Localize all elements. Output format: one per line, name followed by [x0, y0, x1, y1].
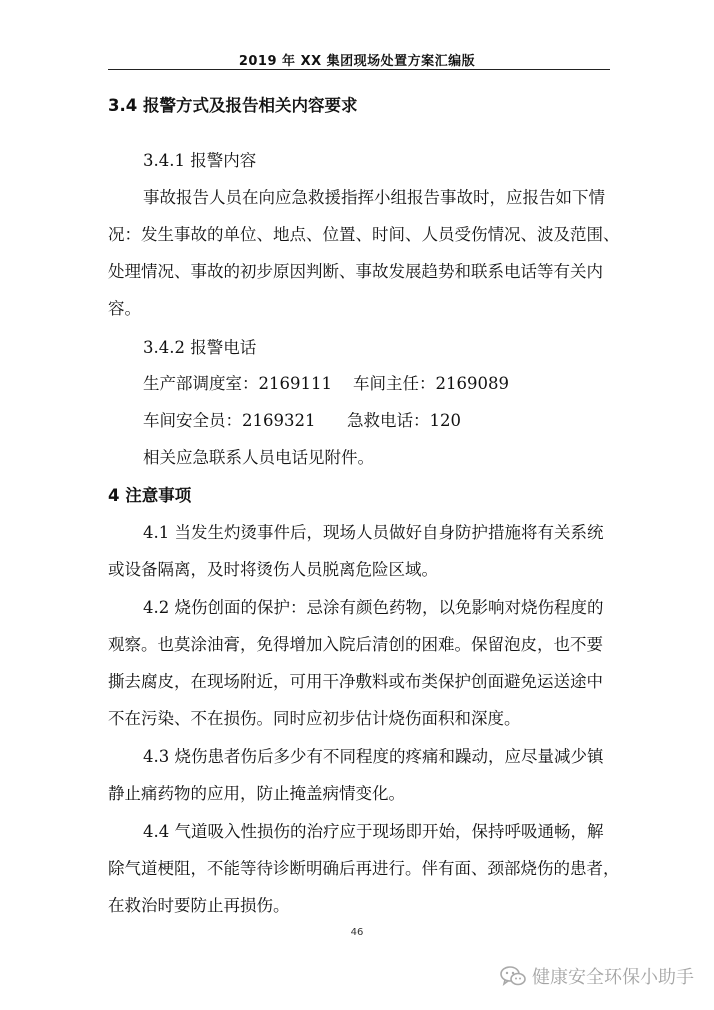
phone-line: 生产部调度室：2169111 车间主任：2169089	[143, 374, 509, 393]
contact-note: 相关应急联系人员电话见附件。	[143, 448, 374, 467]
subsection-title-3-4-2: 3.4.2 报警电话	[143, 338, 257, 357]
page-number: 46	[350, 927, 364, 938]
phone-line: 车间安全员：2169321 急救电话：120	[143, 411, 461, 430]
item-line: 或设备隔离，及时将烫伤人员脱离危险区域。	[108, 560, 438, 579]
watermark-text: 健康安全环保小助手	[532, 967, 694, 988]
paragraph-line: 容。	[108, 299, 141, 318]
subsection-title-3-4-1: 3.4.1 报警内容	[143, 151, 257, 170]
item-line: 撕去腐皮，在现场附近，可用干净敷料或布类保护创面避免运送途中	[108, 672, 603, 691]
item-line: 除气道梗阻，不能等待诊断明确后再进行。伴有面、颈部烧伤的患者，	[108, 859, 620, 878]
paragraph-line: 况：发生事故的单位、地点、位置、时间、人员受伤情况、波及范围、	[108, 225, 620, 244]
item-line: 4.2 烧伤创面的保护：忌涂有颜色药物，以免影响对烧伤程度的	[143, 598, 604, 617]
item-line: 观察。也莫涂油膏，免得增加入院后清创的困难。保留泡皮，也不要	[108, 635, 603, 654]
item-line: 不在污染、不在损伤。同时应初步估计烧伤面积和深度。	[108, 709, 521, 728]
paragraph-line: 事故报告人员在向应急救援指挥小组报告事故时，应报告如下情	[143, 188, 605, 207]
page-header: 2019 年 XX 集团现场处置方案汇编版	[238, 54, 476, 69]
watermark	[500, 963, 694, 989]
item-line: 4.4 气道吸入性损伤的治疗应于现场即开始，保持呼吸通畅，解	[143, 822, 604, 841]
item-line: 静止痛药物的应用，防止掩盖病情变化。	[108, 784, 405, 803]
wechat-icon	[500, 965, 526, 987]
item-line: 4.3 烧伤患者伤后多少有不同程度的疼痛和躁动，应尽量减少镇	[143, 747, 604, 766]
item-line: 4.1 当发生灼烫事件后，现场人员做好自身防护措施将有关系统	[143, 523, 604, 542]
section-heading-3-4: 3.4 报警方式及报告相关内容要求	[108, 96, 358, 115]
section-heading-4: 4 注意事项	[108, 486, 192, 505]
item-line: 在救治时要防止再损伤。	[108, 896, 290, 915]
paragraph-line: 处理情况、事故的初步原因判断、事故发展趋势和联系电话等有关内	[108, 262, 603, 281]
header-rule	[108, 69, 610, 70]
